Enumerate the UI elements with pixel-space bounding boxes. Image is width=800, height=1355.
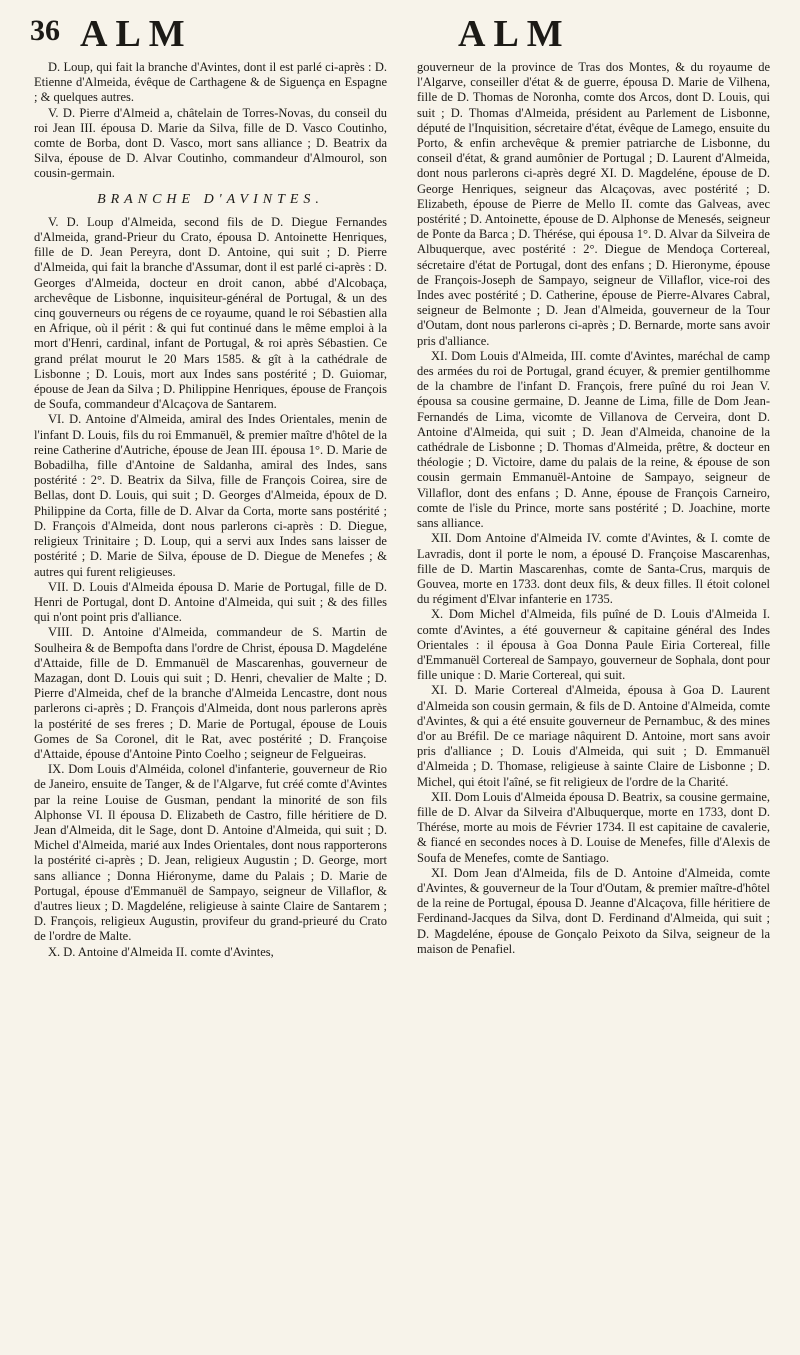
paragraph: VIII. D. Antoine d'Almeida, commandeur de S. Martin de Soulheira & de Bempofta dans l'ordre de Christ, épousa D. Magdeléne d'Attaide, fille de D. Emmanuël de Mascarenhas, gouverneur de Mazagan, dont D. Louis qui suit ; D. Henri, chevalier de Malte ; D. Pierre d'Almeida, chef de la branche d'Almeida Lencastre, dont nous parlerons ci-après ; D. François d'Almeida, dont nous parlerons après la postérité de ses freres ; D. Marie de Portugal, épouse de Louis Gomes de Sa Coronel, dit le Rat, avec postérité ; D. Françoise d'Attaide, épouse d'Antoine Pinto Coelho ; seigneur de Felgueiras. [34,625,387,761]
paragraph: IX. Dom Louis d'Alméida, colonel d'infanterie, gouverneur de Rio de Janeiro, ensuite de Tanger, & de l'Algarve, fut créé comte d'Avintes par la reine Louise de Gusman, pendant la minorité de son fils Alphonse VI. Il épousa D. Elizabeth de Castro, fille héritiere de D. Jean d'Almeida, dit le Sage, dont D. Antoine d'Almeida, qui suit ; D. Michel d'Almeida, marié aux Indes Orientales, dont nous rapporterons la postérité ci-après ; D. Jean, religieux Augustin ; D. George, mort sans alliance ; Donna Hiéronyme, dame du Palais ; D. Marie de Portugal, épouse d'Emmanuël de Sampayo, seigneur de Villaflor, & d'autres lieux ; D. Magdeléne, religieuse à sainte Claire de Santarem ; D. François, religieux Augustin, provifeur du grand-prieuré du Crato de l'ordre de Malte. [34,762,387,944]
paragraph: XII. Dom Antoine d'Almeida IV. comte d'Avintes, & I. comte de Lavradis, dont il porte le nom, a épousé D. Françoise Mascarenhas, fille de D. Martin Mascarenhas, comte de Santa-Crus, marquis de Gouvea, morte en 1733. dont deux fils, & deux filles. Il étoit colonel du régiment d'Elvar infanterie en 1735. [417,531,770,607]
right-column [417,60,770,957]
paragraph: XI. Dom Jean d'Almeida, fils de D. Antoine d'Almeida, comte d'Avintes, & gouverneur de la Tour d'Outam, & premier maître-d'hôtel de la reine de Portugal, épousa D. Jeanne d'Alcaçova, fille héritiere de Ferdinand-Jacques da Silva, dont D. Ferdinand d'Almeida, qui suit ; D. Magdeléne, épouse de Gonçalo Peixoto da Silva, seigneur de la maison de Penafiel. [417,865,770,956]
paragraph: V. D. Loup d'Almeida, second fils de D. Diegue Fernandes d'Almeida, grand-Prieur du Crato, épousa D. Antoinette Henriques, fille de D. Jean Pereyra, dont D. Antoine, qui suit ; D. Pierre d'Almeida, qui fait la branche d'Assumar, dont il est parlé ci-après : D. Georges d'Almeida, docteur en droit canon, abbé d'Alcobaça, archevêque de Lisbonne, inquisiteur-général de Portugal, & un des cinq gouverneurs ou régens de ce royaume, quand le roi Sébastien alla en Afrique, où il périt : & qui fut continué dans le même emploi à la mort d'Henri, cardinal, infant de Portugal, & roi après Sébastien. Ce grand prélat mourut le 20 Mars 1585. & gît à la cathédrale de Lisbonne ; D. Louis, mort aux Indes sans postérité ; D. Guiomar, épouse de Jean da Silva ; D. Philippine Henriques, épouse de François de Soufa, commandeur d'Alcaçova de Santarem. [34,214,387,412]
page-header [30,10,770,60]
paragraph: XI. Dom Louis d'Almeida, III. comte d'Avintes, maréchal de camp des armées du roi de Portugal, grand écuyer, & premier gentilhomme de la chambre de l'infant D. François, frere puîné du roi Jean V. épousa sa cousine germaine, D. Jeanne de Lima, fille de Dom Jean-Fernandés de Lima, vicomte de Villanova de Cerveira, dont D. Antoine d'Almeida, qui suit ; D. Jean d'Almeida, chanoine de la cathédrale de Lisbonne ; D. Thomas d'Almeida, prêtre, & docteur en théologie ; D. Victoire, dame du palais de la reine, & épouse de son cousin germain Emmanuël-Antoine de Sampayo, seigneur de Villaflor, dont des enfans ; D. Anne, épouse de François Carneiro, comte de l'isle du Prince, morte sans postérité ; D. Joachine, morte sans alliance. [417,348,770,531]
page-number: 36 [30,14,60,47]
paragraph: XI. D. Marie Cortereal d'Almeida, épousa à Goa D. Laurent d'Almeida son cousin germain, & fils de D. Antoine d'Almeida, comte d'Avintes, & qui a été ensuite gouverneur de Pernambuc, & des mines d'or au Bréfil. De ce mariage nâquirent D. Antoine, mort sans avoir pris d'alliance ; D. Louis d'Almeida, qui suit ; D. Emmanuël d'Almeida ; D. Thomase, religieuse à sainte Claire de Lisbonne ; D. Michel, qui étoit l'aîné, se fit religieux de l'ordre de la Charité. [417,683,770,789]
paragraph: V. D. Pierre d'Almeid a, châtelain de Torres-Novas, du conseil du roi Jean III. épousa D. Marie da Silva, fille de D. Vasco Coutinho, comte de Borba, dont D. Vasco, mort sans alliance ; D. Beatrix da Silva, épouse de D. Alvar Coutinho, commandeur d'Almourol, son cousin-germain. [34,105,387,181]
left-column [34,60,387,960]
left-headword: ALM [80,13,193,55]
paragraph: D. Loup, qui fait la branche d'Avintes, dont il est parlé ci-après : D. Etienne d'Almeida, évêque de Carthagene & de Siguença en Espagne ; & quelques autres. [34,60,387,105]
paragraph: gouverneur de la province de Tras dos Montes, & du royaume de l'Algarve, conseiller d'état & de guerre, épousa D. Marie de Vilhena, fille de D. Thomas de Noronha, comte dos Arcos, dont D. Louis, qui suit ; D. Thomas d'Almeida, président au Parlement de Lisbonne, député de l'Inquisition, sécretaire d'état, évêque de Lamego, ensuite du Porto, & enfin archevêque & premier patriarche de Lisbonne, du conseil d'état, & grand aumônier de Portugal ; D. Laurent d'Almeida, dont nous parlerons ci-après degré XI. D. Magdeléne, épouse de D. George Henriques, seigneur das Alcaçovas, avec postérité ; D. Elizabeth, épouse de Pierre de Mello II. comte das Galveas, avec postérité ; D. Antoinette, épouse de D. Alphonse de Menesés, seigneur de Ponte da Barca ; D. Thérése, qui épousa 1°. D. Alvar da Silveira de Albuquerque, avec postérité : 2°. Diegue de Mendoça Cortereal, sécretaire d'état de Portugal, dont des enfans ; D. Hieronyme, épouse de François-Joseph de Sampayo, seigneur de Villaflor, vice-roi des Indes avec postérité ; D. Catherine, épouse de Pierre-Alvares Cabral, seigneur de Belmonte ; D. Jean d'Almeida, gouverneur de la Tour d'Outam, dont nous parlerons ci-après ; D. Bernarde, morte sans avoir pris d'alliance. [417,60,770,348]
branch-title: BRANCHE D'AVINTES. [97,191,324,207]
right-headword: ALM [458,13,571,55]
paragraph: X. D. Antoine d'Almeida II. comte d'Avintes, [48,944,274,959]
paragraph: X. Dom Michel d'Almeida, fils puîné de D. Louis d'Almeida I. comte d'Avintes, a été gouverneur & capitaine général des Indes Orientales : il épousa à Goa Donna Paule Eiria Cortereal, fille d'Emmanuël Cortereal de Sampayo, gouverneur de Sophala, dont pour fille unique : D. Marie Cortereal, qui suit. [417,607,770,683]
paragraph: XII. Dom Louis d'Almeida épousa D. Beatrix, sa cousine germaine, fille de D. Alvar da Silveira d'Albuquerque, morte en 1733, dont D. Thérése, morte au mois de Février 1734. Il est capitaine de cavalerie, & fiancé en secondes noces à D. Louise de Menefes, fille d'Alexis de Soufa de Menefes, comte de Santiago. [417,789,770,865]
paragraph: VII. D. Louis d'Almeida épousa D. Marie de Portugal, fille de D. Henri de Portugal, dont D. Antoine d'Almeida, qui suit ; & des filles qui n'ont point pris d'alliance. [34,579,387,625]
paragraph: VI. D. Antoine d'Almeida, amiral des Indes Orientales, menin de l'infant D. Louis, fils du roi Emmanuël, & premier maître d'hôtel de la reine Catherine d'Autriche, épouse de Jean III. épousa 1°. D. Marie de Bobadilha, fille d'Antoine de Saldanha, amiral des Indes, sans postérité : 2°. D. Beatrix da Silva, fille de François Coirea, sire de Bellas, dont D. Louis, qui suit ; D. Georges d'Almeida, époux de D. Philippine da Corta, fille de D. Alvar da Corta, morte sans postérité ; D. François d'Almeida, dont nous parlerons ci-après : D. Diegue, religieux Trinitaire ; D. Loup, qui a servi aux Indes sans laisser de postérité ; D. Marie de Silva, épouse de D. Diegue de Menefes ; & autres qui furent religieuses. [34,412,387,579]
